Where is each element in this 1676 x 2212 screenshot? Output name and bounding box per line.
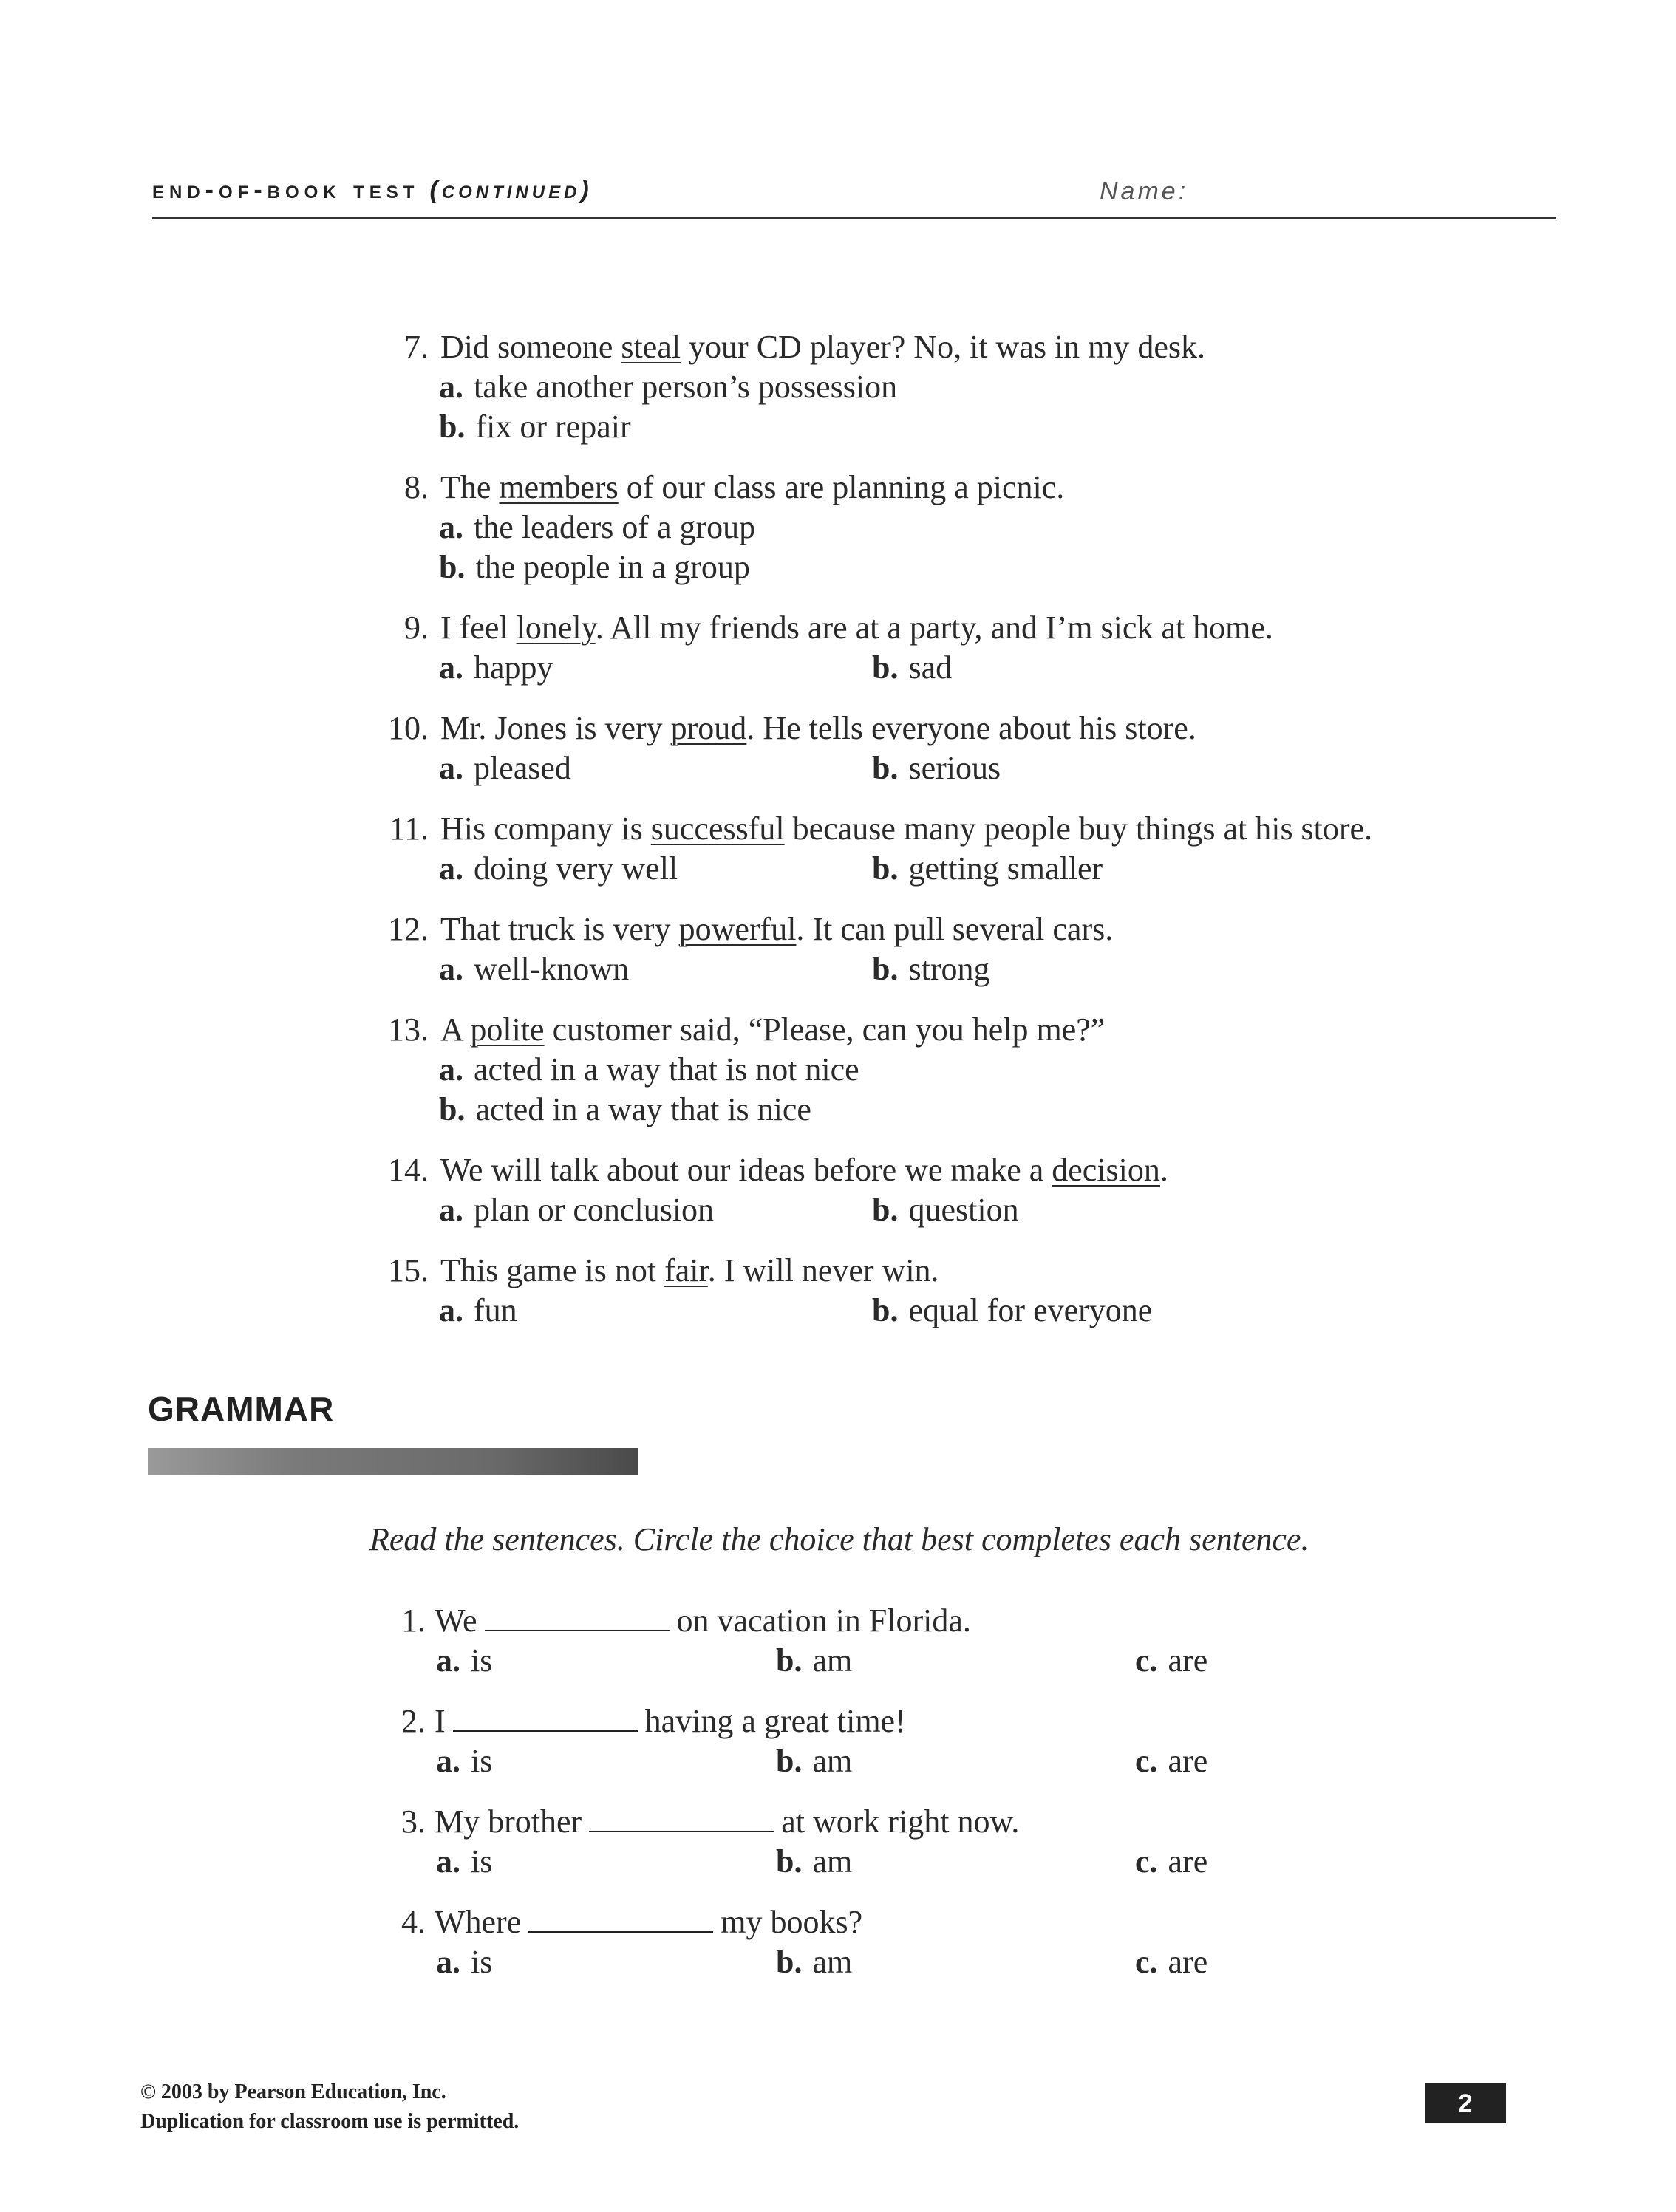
choice-letter: b. [439, 409, 466, 445]
choice-letter: a. [439, 1051, 463, 1088]
answer-choice-a [439, 949, 629, 990]
test-title-text: end-of-book test [152, 176, 420, 204]
choice-letter: b. [439, 1091, 466, 1127]
question-text-after: because many people buy things at his store. [784, 810, 1373, 847]
choice-text: getting smaller [908, 850, 1103, 887]
choice-text: fix or repair [475, 409, 631, 445]
question-text [440, 708, 1196, 749]
choice-text: am [812, 1743, 853, 1779]
question-text-after: . [1159, 1152, 1168, 1188]
copyright-line: © 2003 by Pearson Education, Inc. [140, 2080, 446, 2103]
choice-letter: a. [439, 750, 463, 786]
choice-letter: b. [872, 951, 899, 987]
question-text-after: . It can pull several cars. [796, 911, 1114, 947]
choice-text: doing very well [474, 850, 678, 887]
answer-choice-a [436, 1841, 492, 1882]
choice-text: take another person’s possession [474, 369, 898, 405]
answer-choice-b [439, 1089, 811, 1130]
answer-choice-b [776, 1640, 852, 1682]
choice-text: am [812, 1843, 853, 1880]
answer-choice-a [436, 1741, 492, 1782]
answer-choice-a [439, 1290, 517, 1331]
choice-text: equal for everyone [908, 1292, 1153, 1328]
question-text [435, 1600, 971, 1642]
choice-text: am [812, 1944, 853, 1980]
answer-choice-b [872, 748, 1001, 789]
answer-choice-b [872, 949, 989, 990]
choice-text: question [908, 1192, 1019, 1228]
underlined-vocab-word: successful [650, 810, 785, 847]
answer-choice-a [439, 748, 571, 789]
test-title [152, 176, 593, 205]
question-text [440, 1250, 939, 1291]
choice-text: is [471, 1944, 493, 1980]
underlined-vocab-word: lonely [516, 610, 596, 646]
choice-letter: b. [872, 649, 899, 686]
choice-text: the people in a group [475, 549, 750, 585]
answer-choice-b [439, 547, 750, 588]
answer-choice-b [776, 1741, 852, 1782]
answer-blank [453, 1701, 638, 1732]
choice-letter: a. [436, 1843, 460, 1880]
question-text [435, 1701, 906, 1742]
question-number: 2. [401, 1703, 426, 1739]
choice-text: the leaders of a group [474, 509, 756, 545]
choice-letter: c. [1135, 1743, 1158, 1779]
choice-letter: c. [1135, 1944, 1158, 1980]
choice-text: plan or conclusion [474, 1192, 715, 1228]
answer-choice-b [439, 406, 631, 448]
question-text [440, 909, 1113, 950]
choice-letter: a. [439, 369, 463, 405]
question-text-after: . He tells everyone about his store. [746, 710, 1196, 746]
question-text [440, 1009, 1105, 1051]
question-text [440, 1150, 1168, 1191]
question-number: 8. [404, 469, 429, 505]
choice-text: are [1168, 1743, 1208, 1779]
underlined-vocab-word: proud [670, 710, 747, 746]
question-text-before: That truck is very [440, 911, 679, 947]
choice-letter: c. [1135, 1843, 1158, 1880]
choice-letter: c. [1135, 1642, 1158, 1679]
section-divider-bar [148, 1448, 638, 1475]
question-text-after: customer said, “Please, can you help me?” [544, 1011, 1106, 1048]
choice-letter: a. [439, 850, 463, 887]
question-text-after: your CD player? No, it was in my desk. [681, 329, 1206, 365]
choice-text: am [812, 1642, 853, 1679]
question-text-before: Where [435, 1904, 522, 1940]
question-number: 10. [388, 710, 429, 746]
question-number: 15. [388, 1252, 429, 1288]
answer-choice-b [776, 1841, 852, 1882]
question-text [440, 327, 1205, 368]
answer-blank [589, 1801, 774, 1832]
question-number: 11. [389, 810, 429, 847]
choice-letter: b. [776, 1843, 803, 1880]
choice-letter: a. [436, 1944, 460, 1980]
choice-text: are [1168, 1944, 1208, 1980]
choice-text: fun [474, 1292, 517, 1328]
choice-text: sad [908, 649, 953, 686]
choice-text: is [471, 1743, 493, 1779]
choice-letter: a. [439, 509, 463, 545]
question-text-before: A [440, 1011, 471, 1048]
question-text [435, 1902, 862, 1943]
answer-choice-a [436, 1640, 492, 1682]
page-header [152, 171, 1556, 219]
duplication-notice: Duplication for classroom use is permitted. [140, 2110, 520, 2133]
choice-letter: a. [436, 1743, 460, 1779]
choice-letter: b. [872, 1192, 899, 1228]
answer-blank [528, 1902, 713, 1933]
underlined-vocab-word: fair [664, 1252, 708, 1288]
question-text-after: having a great time! [644, 1703, 906, 1739]
question-text-before: His company is [440, 810, 651, 847]
choice-text: are [1168, 1843, 1208, 1880]
choice-letter: a. [436, 1642, 460, 1679]
continued-label: (continued) [429, 176, 593, 204]
answer-choice-b [872, 1189, 1019, 1231]
choice-text: pleased [474, 750, 571, 786]
choice-text: acted in a way that is not nice [474, 1051, 859, 1088]
question-number: 12. [388, 911, 429, 947]
answer-choice-a [439, 507, 755, 548]
question-text-before: Did someone [440, 329, 621, 365]
choice-letter: a. [439, 951, 463, 987]
answer-choice-b [776, 1942, 852, 1983]
underlined-vocab-word: powerful [678, 911, 797, 947]
question-number: 14. [388, 1152, 429, 1188]
question-number: 3. [401, 1803, 426, 1840]
question-text [435, 1801, 1019, 1843]
question-number: 13. [388, 1011, 429, 1048]
choice-text: are [1168, 1642, 1208, 1679]
answer-choice-a [439, 848, 678, 890]
answer-choice-c [1135, 1942, 1207, 1983]
question-text-before: My brother [435, 1803, 582, 1840]
question-text-before: I [435, 1703, 446, 1739]
choice-letter: b. [776, 1743, 803, 1779]
question-text-before: I feel [440, 610, 517, 646]
answer-choice-c [1135, 1841, 1207, 1882]
question-text-after: at work right now. [781, 1803, 1020, 1840]
answer-choice-a [439, 1189, 714, 1231]
choice-text: is [471, 1642, 493, 1679]
question-text-after: on vacation in Florida. [676, 1602, 971, 1639]
choice-letter: b. [872, 750, 899, 786]
question-text [440, 808, 1372, 850]
choice-text: happy [474, 649, 553, 686]
choice-letter: b. [872, 850, 899, 887]
page-number: 2 [1425, 2083, 1506, 2123]
copyright-footer [140, 2078, 519, 2137]
section-title-grammar: GRAMMAR [148, 1390, 335, 1428]
choice-letter: b. [439, 549, 466, 585]
choice-text: is [471, 1843, 493, 1880]
underlined-vocab-word: steal [621, 329, 681, 365]
choice-text: strong [908, 951, 990, 987]
underlined-vocab-word: polite [470, 1011, 545, 1048]
answer-choice-a [439, 1049, 859, 1090]
choice-letter: b. [872, 1292, 899, 1328]
answer-choice-a [439, 647, 553, 689]
underlined-vocab-word: decision [1052, 1152, 1160, 1188]
question-text-after: . I will never win. [707, 1252, 939, 1288]
choice-text: well-known [474, 951, 630, 987]
question-text [440, 467, 1064, 508]
question-number: 4. [401, 1904, 426, 1940]
question-number: 7. [404, 329, 429, 365]
question-number: 1. [401, 1602, 426, 1639]
choice-letter: a. [439, 1292, 463, 1328]
question-text-after: my books? [721, 1904, 863, 1940]
question-text-before: We will talk about our ideas before we make a [440, 1152, 1052, 1188]
answer-blank [485, 1600, 670, 1631]
question-text-before: This game is not [440, 1252, 665, 1288]
grammar-instructions: Read the sentences. Circle the choice that best completes each sentence. [369, 1521, 1309, 1557]
answer-choice-c [1135, 1640, 1207, 1682]
underlined-vocab-word: members [499, 469, 619, 505]
choice-text: acted in a way that is nice [475, 1091, 811, 1127]
question-number: 9. [404, 610, 429, 646]
choice-letter: a. [439, 649, 463, 686]
question-text-before: The [440, 469, 500, 505]
question-text [440, 607, 1273, 649]
choice-letter: b. [776, 1642, 803, 1679]
question-text-after: . All my friends are at a party, and I’m sick at home. [595, 610, 1273, 646]
question-text-before: Mr. Jones is very [440, 710, 671, 746]
choice-letter: b. [776, 1944, 803, 1980]
answer-choice-a [439, 366, 897, 408]
answer-choice-b [872, 848, 1103, 890]
choice-text: serious [908, 750, 1001, 786]
answer-choice-b [872, 1290, 1152, 1331]
choice-letter: a. [439, 1192, 463, 1228]
name-field-label: Name: [1100, 177, 1189, 205]
question-text-after: of our class are planning a picnic. [618, 469, 1065, 505]
answer-choice-c [1135, 1741, 1207, 1782]
answer-choice-a [436, 1942, 492, 1983]
answer-choice-b [872, 647, 952, 689]
question-text-before: We [435, 1602, 477, 1639]
